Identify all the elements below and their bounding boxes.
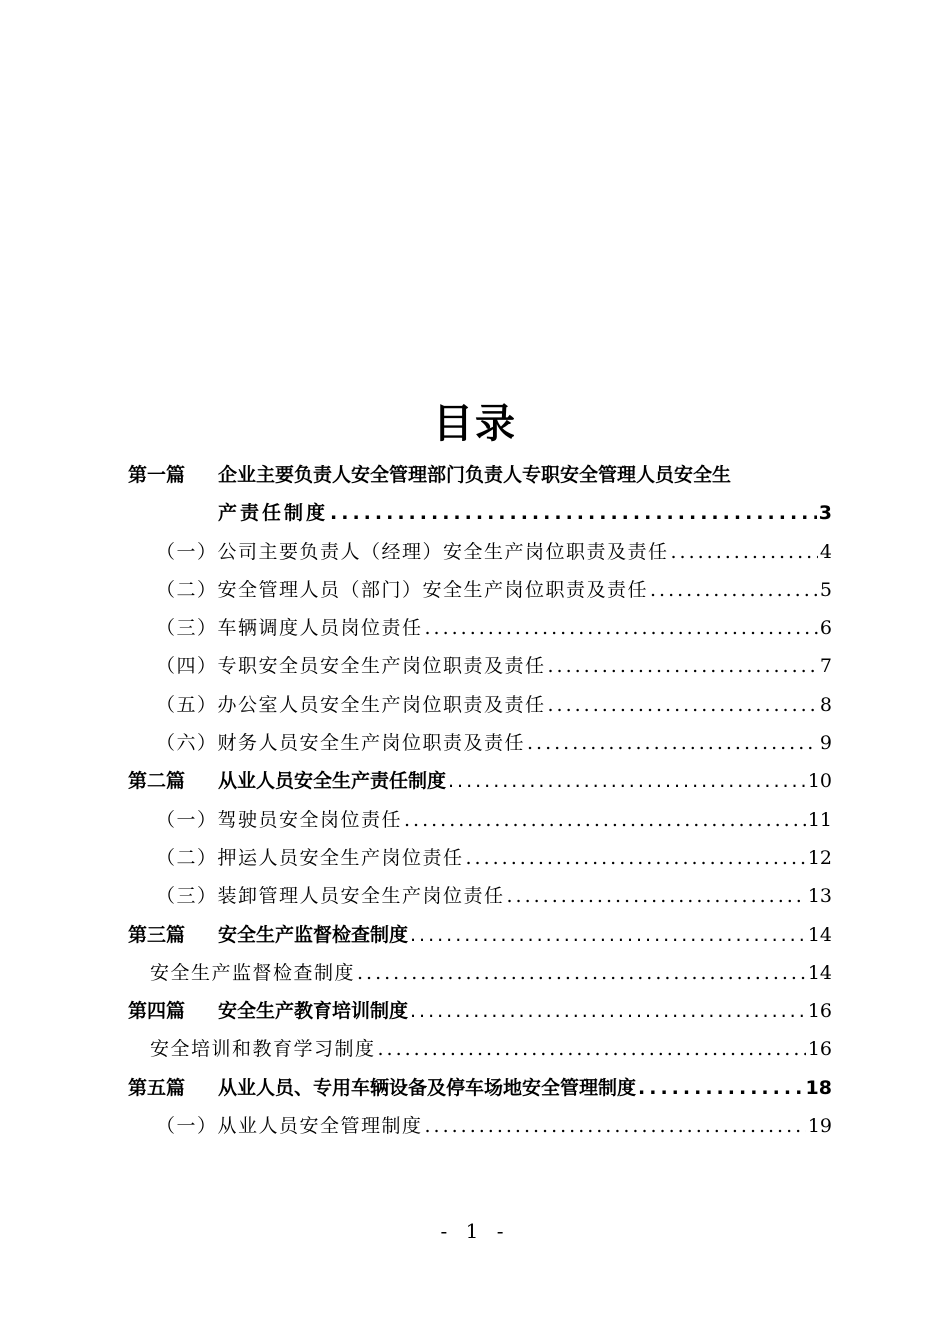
- toc-leader-dots: [410, 924, 806, 946]
- toc-entry-title: 企业主要负责人安全管理部门负责人专职安全管理人员安全生: [218, 464, 732, 486]
- toc-leader-dots: [507, 885, 806, 907]
- toc-entry[interactable]: [128, 920, 832, 958]
- toc-page-number: 19: [807, 1115, 832, 1138]
- toc-page-number: 16: [807, 1038, 832, 1061]
- toc-entry-title: （一）驾驶员安全岗位责任: [156, 808, 403, 831]
- toc-leader-dots: [330, 502, 817, 524]
- toc-entry[interactable]: [128, 728, 832, 766]
- toc-page-number: 4: [819, 540, 832, 563]
- toc-leader-dots: [466, 847, 806, 869]
- toc-entry[interactable]: [128, 498, 832, 536]
- toc-entry[interactable]: [128, 843, 832, 881]
- toc-entry[interactable]: [128, 881, 832, 919]
- toc-entry[interactable]: [128, 575, 832, 613]
- toc-leader-dots: [527, 732, 818, 754]
- toc-entry[interactable]: [128, 537, 832, 575]
- toc-entry-title: （一）公司主要负责人（经理）安全生产岗位职责及责任: [156, 540, 669, 563]
- toc-page-number: 14: [807, 961, 832, 984]
- toc-leader-dots: [404, 809, 806, 831]
- toc-entry[interactable]: [128, 1073, 832, 1111]
- toc-entry[interactable]: [128, 613, 832, 651]
- toc-entry[interactable]: [128, 766, 832, 804]
- toc-leader-dots: [548, 694, 818, 716]
- toc-page-number: 5: [819, 578, 832, 601]
- toc-entry[interactable]: [128, 996, 832, 1034]
- toc-entry[interactable]: [128, 958, 832, 996]
- toc-entry[interactable]: [128, 460, 832, 498]
- toc-entry-title: （二）押运人员安全生产岗位责任: [156, 846, 464, 869]
- table-of-contents: [128, 460, 832, 1149]
- toc-leader-dots: [357, 962, 806, 984]
- toc-page-number: 18: [805, 1076, 832, 1099]
- toc-entry-title: （二）安全管理人员（部门）安全生产岗位职责及责任: [156, 578, 649, 601]
- toc-page-number: 6: [819, 617, 832, 640]
- toc-entry-title: 安全生产教育培训制度: [218, 1000, 409, 1023]
- toc-entry-title: 安全培训和教育学习制度: [150, 1038, 376, 1061]
- toc-part-label: 第二篇: [128, 770, 186, 793]
- toc-page-number: 10: [807, 770, 832, 793]
- page-number-footer: - 1 -: [440, 1219, 510, 1243]
- toc-leader-dots: [671, 541, 818, 563]
- toc-page-number: 9: [819, 732, 832, 755]
- toc-entry-title: 从业人员安全生产责任制度: [218, 770, 447, 793]
- toc-page-number: 11: [807, 808, 832, 831]
- toc-entry-title: （三）车辆调度人员岗位责任: [156, 617, 423, 640]
- toc-entry-title: 安全生产监督检查制度: [218, 923, 409, 946]
- toc-entry-title: 从业人员、专用车辆设备及停车场地安全管理制度: [218, 1076, 637, 1099]
- toc-page-number: 13: [807, 885, 832, 908]
- toc-entry-title: （六）财务人员安全生产岗位职责及责任: [156, 732, 526, 755]
- toc-page-number: 8: [819, 693, 832, 716]
- toc-leader-dots: [425, 1115, 806, 1137]
- toc-entry[interactable]: [128, 1034, 832, 1072]
- toc-page-number: 7: [819, 655, 832, 678]
- toc-leader-dots: [410, 1000, 806, 1022]
- toc-part-label: 第一篇: [128, 464, 186, 486]
- toc-entry-title: （一）从业人员安全管理制度: [156, 1115, 423, 1138]
- toc-page-number: 14: [807, 923, 832, 946]
- toc-part-label: 第五篇: [128, 1076, 186, 1099]
- toc-entry-title: （三）装卸管理人员安全生产岗位责任: [156, 885, 505, 908]
- toc-part-label: 第四篇: [128, 1000, 186, 1023]
- toc-entry[interactable]: [128, 690, 832, 728]
- toc-page-number: 12: [807, 846, 832, 869]
- toc-entry-title: （四）专职安全员安全生产岗位职责及责任: [156, 655, 546, 678]
- toc-entry-title: 产责任制度: [218, 502, 329, 525]
- toc-page-number: 3: [818, 502, 832, 525]
- toc-leader-dots: [378, 1038, 806, 1060]
- toc-leader-dots: [638, 1077, 804, 1099]
- toc-leader-dots: [448, 770, 806, 792]
- toc-page-number: 16: [807, 1000, 832, 1023]
- toc-part-label: 第三篇: [128, 923, 186, 946]
- toc-leader-dots: [548, 655, 818, 677]
- toc-entry[interactable]: [128, 1111, 832, 1149]
- toc-leader-dots: [650, 579, 818, 601]
- toc-entry-title: 安全生产监督检查制度: [150, 961, 356, 984]
- toc-leader-dots: [425, 617, 818, 639]
- toc-entry[interactable]: [128, 805, 832, 843]
- toc-entry-title: （五）办公室人员安全生产岗位职责及责任: [156, 693, 546, 716]
- toc-entry[interactable]: [128, 651, 832, 689]
- page-title: 目录: [433, 401, 517, 447]
